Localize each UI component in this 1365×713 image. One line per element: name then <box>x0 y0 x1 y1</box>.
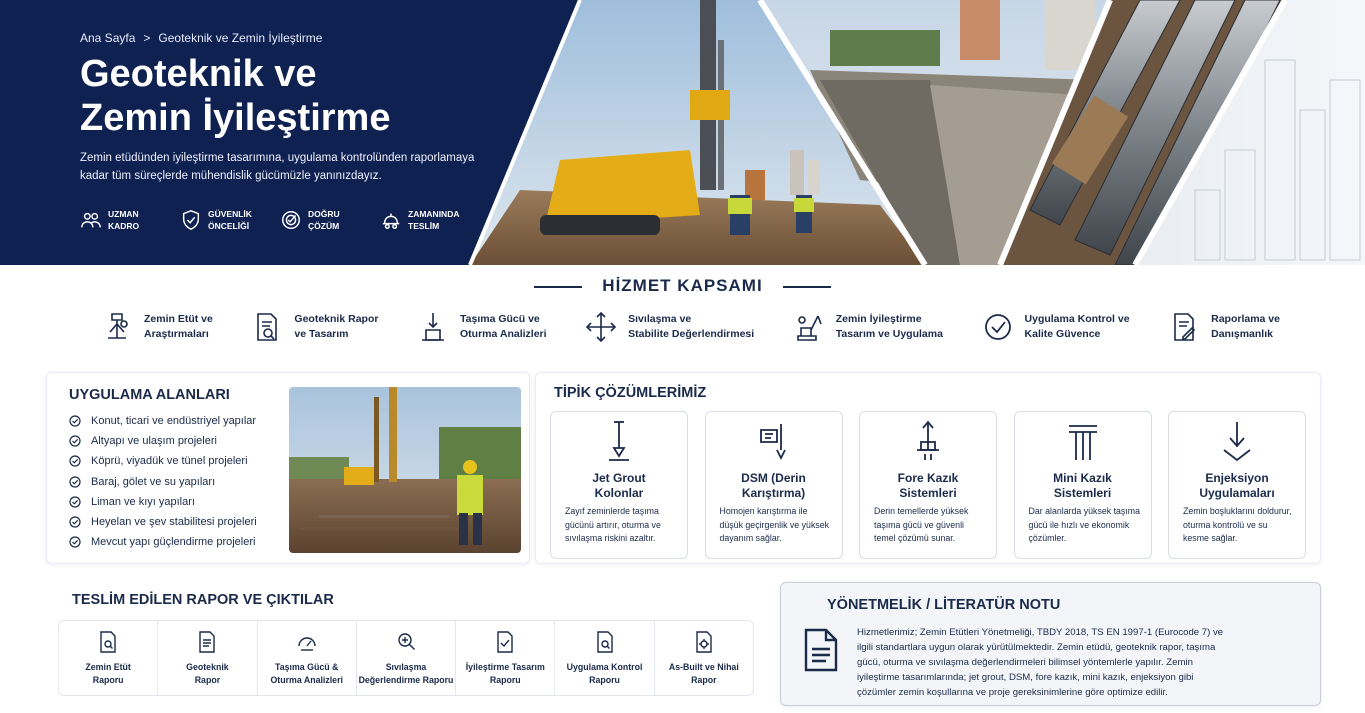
feature-on-time <box>380 208 460 232</box>
services-list <box>100 310 1280 344</box>
solution-description: Homojen karıştırma ile düşük geçirgenlik ve yüksek dayanım sağlar. <box>719 506 830 543</box>
feature-label-line-1: DOĞRU <box>308 209 340 219</box>
load-arrow-icon <box>416 310 450 344</box>
jet-grout-icon <box>602 420 636 462</box>
report-label-line-1: Zemin Etüt <box>85 662 131 672</box>
solution-name-line-1: Enjeksiyon <box>1205 471 1269 485</box>
list-item-label: Konut, ticari ve endüstriyel yapılar <box>91 415 257 428</box>
solution-name-line-2: Uygulamaları <box>1199 486 1275 500</box>
report-label-line-2: Rapor <box>194 675 221 685</box>
list-item-label: Liman ve kıyı yapıları <box>91 495 195 508</box>
report-search-icon <box>250 310 284 344</box>
service-item-geotechnical-report[interactable] <box>250 310 378 344</box>
breadcrumb-home-link[interactable]: Ana Sayfa <box>80 31 136 45</box>
services-heading <box>0 276 1365 296</box>
site-photo <box>289 387 521 553</box>
breadcrumb <box>80 31 322 45</box>
report-label-line-1: Sıvılaşma <box>385 662 427 672</box>
service-label-line-1: Zemin Etüt ve <box>144 313 213 325</box>
solutions-title: TİPİK ÇÖZÜMLERİMİZ <box>554 385 707 401</box>
solution-name-line-2: Sistemleri <box>899 486 957 500</box>
report-label-line-2: Oturma Analizleri <box>270 675 343 685</box>
reports-card <box>46 580 764 702</box>
deep-mixing-icon <box>757 420 791 462</box>
doc-list-icon <box>197 631 217 653</box>
service-item-consulting[interactable] <box>1167 310 1280 344</box>
hero-features <box>80 208 480 232</box>
service-label-line-2: ve Tasarım <box>294 328 349 340</box>
feature-label-line-1: ZAMANINDA <box>408 209 460 219</box>
service-item-ground-improvement[interactable] <box>792 310 943 344</box>
report-application-control[interactable] <box>555 621 654 695</box>
service-label-line-2: Stabilite Değerlendirmesi <box>628 328 755 340</box>
feature-label-line-2: TESLİM <box>408 221 440 231</box>
machine-icon <box>792 310 826 344</box>
doc-search-icon <box>98 631 118 653</box>
note-line: gücü, oturma ve sıvılaşma değerlendirmeleri bilimsel yöntemlerle yapılır. Zemin <box>857 657 1193 668</box>
solution-description: Derin temellerde yüksek taşıma gücü ve güvenli temel çözümü sunar. <box>874 506 969 543</box>
note-line: ilgili standartlara uygun olarak yürütülmektedir. Zemin etüdü, geoteknik rapor, taşıma <box>857 642 1216 653</box>
report-label-line-1: Taşıma Gücü & <box>275 662 339 672</box>
magnifier-icon <box>396 631 416 653</box>
solution-name-line-2: Karıştırma) <box>741 486 806 500</box>
service-item-bearing-capacity[interactable] <box>416 310 547 344</box>
list-item-label: Heyelan ve şev stabilitesi projeleri <box>91 516 257 529</box>
check-circle-icon <box>69 516 81 528</box>
note-line: iyileştirme tasarımlarında; jet grout, DSM, fore kazık, mini kazık, enjeksiyon gibi <box>857 672 1194 683</box>
bored-pile-icon <box>911 420 945 462</box>
list-item <box>69 532 257 552</box>
solution-description: Dar alanlarda yüksek taşıma gücü ile hızlı ve ekonomik çözümler. <box>1028 506 1140 543</box>
applications-card <box>46 372 530 564</box>
report-geotechnical[interactable] <box>158 621 257 695</box>
check-circle-icon <box>69 496 81 508</box>
doc-gear-icon <box>694 631 714 653</box>
list-item <box>69 472 257 492</box>
report-label-line-1: Geoteknik <box>186 662 229 672</box>
solution-name-line-1: Mini Kazık <box>1053 471 1112 485</box>
service-label-line-2: Kalite Güvence <box>1024 328 1101 340</box>
regulation-note-text <box>857 625 1259 700</box>
mini-pile-icon <box>1066 420 1100 462</box>
shield-check-icon <box>180 209 202 231</box>
solution-description: Zayıf zeminlerde taşıma gücünü artırır, oturma ve sıvılaşma riskini azaltır. <box>565 506 661 543</box>
hardhat-icon <box>380 209 402 231</box>
solution-name-line-1: Jet Grout <box>592 471 646 485</box>
applications-title: UYGULAMA ALANLARI <box>69 387 230 403</box>
service-label-line-1: Taşıma Gücü ve <box>460 313 540 325</box>
heading-rule-left <box>534 286 582 288</box>
service-label-line-1: Zemin İyileştirme <box>835 313 922 325</box>
solution-dsm[interactable] <box>705 411 843 559</box>
document-pen-icon <box>1167 310 1201 344</box>
report-label-line-2: Raporu <box>489 675 521 685</box>
report-label-line-1: As-Built ve Nihai <box>668 662 739 672</box>
solution-jet-grout[interactable] <box>550 411 688 559</box>
note-line: Hizmetlerimiz; Zemin Etütleri Yönetmeliği, TBDY 2018, TS EN 1997-1 (Eurocode 7) ve <box>857 627 1224 638</box>
arrows-move-icon <box>584 310 618 344</box>
services-heading-text: HİZMET KAPSAMI <box>602 276 763 295</box>
team-icon <box>80 209 102 231</box>
solutions-card <box>535 372 1321 564</box>
solution-name-line-2: Kolonlar <box>594 486 644 500</box>
solution-name-line-1: Fore Kazık <box>897 471 959 485</box>
report-label-line-1: Uygulama Kontrol <box>566 662 643 672</box>
feature-label-line-2: ÖNCELİĞİ <box>208 221 250 231</box>
report-label-line-2: Rapor <box>691 675 717 685</box>
feature-expert-team <box>80 208 160 232</box>
report-site-investigation[interactable] <box>59 621 158 695</box>
list-item-label: Baraj, gölet ve su yapıları <box>91 475 216 488</box>
report-label-line-2: Raporu <box>92 675 124 685</box>
feature-label-line-2: ÇÖZÜM <box>308 221 340 231</box>
list-item-label: Altyapı ve ulaşım projeleri <box>91 435 217 448</box>
service-item-quality-control[interactable] <box>981 310 1130 344</box>
list-item <box>69 512 257 532</box>
feature-label-line-1: UZMAN <box>108 209 139 219</box>
check-circle-icon <box>69 476 81 488</box>
service-label-line-2: Tasarım ve Uygulama <box>835 328 943 340</box>
service-item-liquefaction[interactable] <box>584 310 754 344</box>
doc-search-icon <box>595 631 615 653</box>
feature-label-line-1: GÜVENLİK <box>208 209 252 219</box>
check-circle-icon <box>69 415 81 427</box>
reports-list <box>58 620 754 696</box>
service-label-line-1: Sıvılaşma ve <box>628 313 692 325</box>
service-label-line-1: Uygulama Kontrol ve <box>1024 313 1130 325</box>
check-circle-icon <box>981 310 1015 344</box>
list-item <box>69 451 257 471</box>
injection-icon <box>1220 420 1254 462</box>
hero-banner <box>0 0 1365 265</box>
list-item <box>69 492 257 512</box>
report-liquefaction[interactable] <box>357 621 456 695</box>
solution-description: Zemin boşluklarını doldurur, oturma kontrolü ve su kesme sağlar. <box>1183 506 1292 543</box>
service-label-line-2: Oturma Analizleri <box>460 328 547 340</box>
service-item-site-investigation[interactable] <box>100 310 213 344</box>
feature-right-solution <box>280 208 360 232</box>
feature-safety <box>180 208 260 232</box>
list-item <box>69 431 257 451</box>
report-label-line-2: Raporu <box>589 675 620 685</box>
hero-description: Zemin etüdünden iyileştirme tasarımına, uygulama kontrolünden raporlamaya kadar tüm süreçlerde mühendislik gücümüzle yanınızdayız. <box>80 152 475 182</box>
solution-name-line-2: Sistemleri <box>1053 486 1112 500</box>
note-line: çözümler zemin koşullarına ve proje gereksinimlerine göre optimize edilir. <box>857 687 1168 698</box>
service-label-line-1: Raporlama ve <box>1211 313 1280 325</box>
breadcrumb-separator: > <box>143 31 151 45</box>
solution-mini-pile[interactable] <box>1014 411 1152 559</box>
list-item-label: Mevcut yapı güçlendirme projeleri <box>91 536 256 549</box>
check-circle-icon <box>69 455 81 467</box>
document-icon <box>803 627 839 673</box>
solution-bored-pile[interactable] <box>859 411 997 559</box>
report-bearing-capacity[interactable] <box>258 621 357 695</box>
page-title-line-1: Geoteknik ve <box>80 53 317 95</box>
applications-list <box>69 411 257 552</box>
reports-title: TESLİM EDİLEN RAPOR VE ÇIKTILAR <box>72 592 334 608</box>
gauge-icon <box>297 631 317 653</box>
solutions-list <box>550 411 1306 559</box>
list-item <box>69 411 257 431</box>
regulation-note-card <box>780 582 1321 706</box>
page-title-line-2: Zemin İyileştirme <box>80 97 391 139</box>
check-circle-icon <box>69 536 81 548</box>
report-as-built[interactable] <box>655 621 753 695</box>
report-improvement-design[interactable] <box>456 621 555 695</box>
service-label-line-1: Geoteknik Rapor <box>294 313 379 325</box>
feature-label-line-2: KADRO <box>108 221 140 231</box>
service-label-line-2: Araştırmaları <box>144 328 209 340</box>
heading-rule-right <box>783 286 831 288</box>
breadcrumb-current: Geoteknik ve Zemin İyileştirme <box>158 31 323 45</box>
solution-injection[interactable] <box>1168 411 1306 559</box>
service-label-line-2: Danışmanlık <box>1211 328 1273 340</box>
report-label-line-2: Değerlendirme Raporu <box>358 675 454 685</box>
drill-rig-icon <box>100 310 134 344</box>
doc-check-icon <box>495 631 515 653</box>
report-label-line-1: İyileştirme Tasarım <box>465 662 545 672</box>
list-item-label: Köprü, viyadük ve tünel projeleri <box>91 455 248 468</box>
check-circle-icon <box>69 435 81 447</box>
solution-name-line-1: DSM (Derin <box>741 471 806 485</box>
target-check-icon <box>280 209 302 231</box>
page-title <box>80 52 500 140</box>
regulation-note-title: YÖNETMELİK / LİTERATÜR NOTU <box>827 597 1061 613</box>
